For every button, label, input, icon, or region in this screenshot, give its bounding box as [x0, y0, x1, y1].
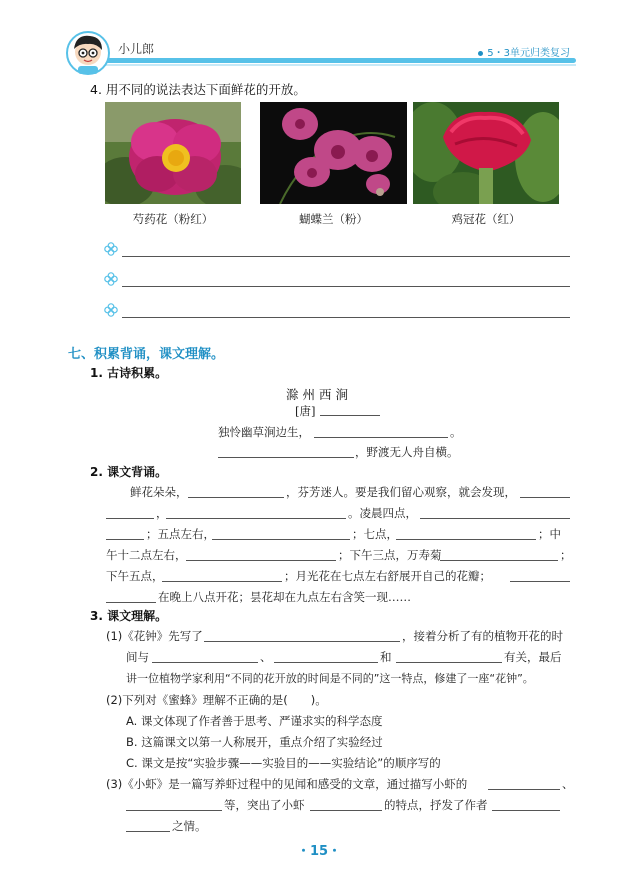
caption-orchid: 蝴蝶兰（粉） [299, 212, 368, 226]
q1-g: 讲一位植物学家利用“不同的花开放的时间是不同的”这一特点，修建了一座“花钟”。 [126, 672, 534, 685]
recite-blank[interactable] [520, 497, 570, 498]
poem-line2-end: ，野渡无人舟自横。 [355, 445, 459, 459]
recite-blank[interactable] [106, 518, 154, 519]
recite-r2-a: ， [156, 506, 168, 520]
part3-label: 3. 课文理解。 [90, 609, 168, 623]
unit-label: 5・3单元归类复习 [478, 44, 570, 59]
q3-b: 、 [562, 777, 574, 791]
q3-e: 之情。 [172, 819, 207, 833]
recite-blank[interactable] [420, 518, 570, 519]
recite-blank[interactable] [106, 539, 144, 540]
recite-r4-b: ；下午三点，万寿菊 [338, 548, 442, 562]
part1-label: 1. 古诗积累。 [90, 366, 168, 380]
q3-d: 的特点，抒发了作者 [384, 798, 488, 812]
recite-r3-c: ；中 [538, 527, 561, 541]
understanding-blank[interactable] [152, 662, 258, 663]
q1-b: ，接着分析了有的植物开花的时 [402, 629, 563, 643]
answer-line[interactable] [122, 286, 570, 287]
q1-d: 、 [260, 650, 272, 664]
poem-line1-start: 独怜幽草涧边生， [218, 425, 310, 439]
q3-a: (3)《小虾》是一篇写养虾过程中的见闻和感受的文章，通过描写小虾的 [106, 777, 468, 791]
header-bar-shadow [88, 64, 576, 66]
bullet-dot-icon [478, 51, 483, 56]
poet-blank[interactable] [320, 415, 380, 416]
poem-title: 滁州西涧 [285, 387, 352, 402]
orchid-photo [260, 102, 407, 204]
understanding-blank[interactable] [126, 831, 170, 832]
brand-name: 小儿郎 [118, 42, 155, 56]
flower-bullet-icon [104, 242, 118, 256]
answer-line[interactable] [122, 256, 570, 257]
recite-r4-a: 午十二点左右， [106, 548, 187, 562]
q4-prompt: 4. 用不同的说法表达下面鲜花的开放。 [90, 82, 306, 97]
recite-blank[interactable] [106, 602, 156, 603]
caption-peony: 芍药花（粉红） [132, 212, 214, 226]
poem-line1-end: 。 [450, 425, 462, 439]
flower-bullet-icon [104, 272, 118, 286]
section-title: 七、积累背诵，课文理解。 [68, 347, 225, 362]
option-b[interactable]: B. 这篇课文以第一人称展开，重点介绍了实验经过 [126, 735, 383, 749]
part2-label: 2. 课文背诵。 [90, 465, 168, 479]
cockscomb-photo [413, 102, 559, 204]
q1-c: 间与 [126, 650, 149, 664]
poem-blank-2[interactable] [218, 457, 354, 458]
recite-blank[interactable] [166, 518, 346, 519]
recite-r3-b: ；七点， [352, 527, 398, 541]
recite-blank[interactable] [396, 539, 536, 540]
understanding-blank[interactable] [396, 662, 502, 663]
understanding-blank[interactable] [492, 810, 560, 811]
recite-r1-b: ，芬芳迷人。要是我们留心观察，就会发现， [286, 485, 516, 499]
page-number: ・15・ [296, 844, 342, 859]
recite-blank[interactable] [440, 560, 558, 561]
understanding-blank[interactable] [204, 641, 400, 642]
recite-r4-c: ； [560, 548, 572, 562]
recite-r5-a: 下午五点， [106, 569, 164, 583]
peony-photo [105, 102, 241, 204]
flower-bullet-icon [104, 303, 118, 317]
option-c[interactable]: C. 课文是按“实验步骤——实验目的——实验结论”的顺序写的 [126, 756, 441, 770]
recite-blank[interactable] [188, 497, 284, 498]
understanding-blank[interactable] [126, 810, 222, 811]
caption-cockscomb: 鸡冠花（红） [451, 212, 521, 226]
understanding-blank[interactable] [310, 810, 382, 811]
option-a[interactable]: A. 课文体现了作者善于思考、严谨求实的科学态度 [126, 714, 383, 728]
recite-r2-b: 。凌晨四点， [348, 506, 417, 520]
recite-r6-a: 在晚上八点开花；昙花却在九点左右含笑一现…… [158, 590, 411, 604]
recite-blank[interactable] [510, 581, 570, 582]
recite-r3-a: ；五点左右， [146, 527, 215, 541]
boy-mascot-icon [66, 30, 110, 76]
understanding-blank[interactable] [274, 662, 378, 663]
q2-prompt: (2)下列对《蜜蜂》理解不正确的是( )。 [106, 693, 327, 707]
q1-a: (1)《花钟》先写了 [106, 629, 203, 643]
q3-c: 等，突出了小虾 [224, 798, 305, 812]
q1-f: 有关，最后 [504, 650, 562, 664]
answer-line[interactable] [122, 317, 570, 318]
recite-r5-b: ；月光花在七点左右舒展开自己的花瓣； [284, 569, 491, 583]
recite-blank[interactable] [162, 581, 282, 582]
poem-dynasty: [唐] [295, 404, 316, 418]
poem-blank-1[interactable] [314, 437, 448, 438]
understanding-blank[interactable] [488, 789, 560, 790]
recite-blank[interactable] [212, 539, 350, 540]
q1-e: 和 [380, 650, 392, 664]
recite-blank[interactable] [186, 560, 336, 561]
recite-r1-a: 鲜花朵朵， [130, 485, 188, 499]
